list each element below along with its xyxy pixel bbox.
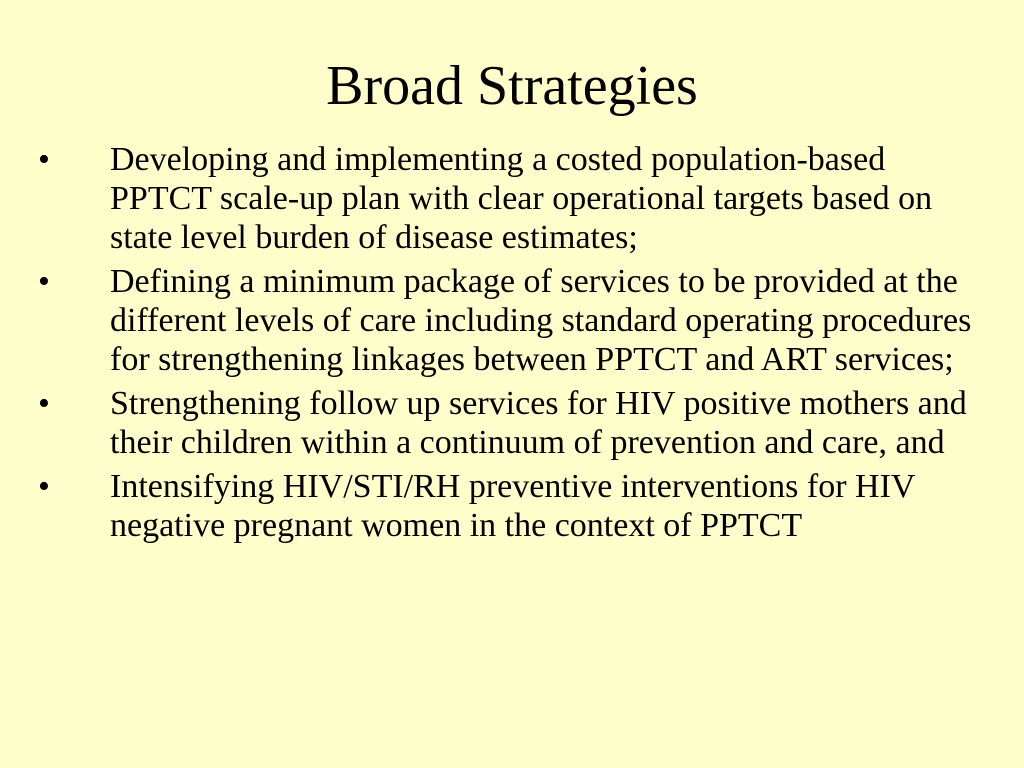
bullet-item (0, 384, 1024, 462)
bullet-item (0, 140, 1024, 257)
bullet-icon: • (38, 468, 50, 505)
bullet-icon: • (38, 263, 50, 300)
bullet-item (0, 262, 1024, 379)
bullet-text: Strengthening follow up services for HIV positive mothers and their children within a continuum of prevention and care, and (110, 385, 967, 461)
bullet-icon: • (38, 141, 50, 178)
bullet-text: Defining a minimum package of services to be provided at the different levels of care including standard operating procedures for strengthening linkages between PPTCT and ART services; (110, 263, 972, 378)
bullet-list (0, 140, 1024, 550)
slide-title: Broad Strategies (326, 55, 698, 117)
bullet-item (0, 467, 1024, 545)
bullet-text: Developing and implementing a costed population-based PPTCT scale-up plan with clear operational targets based on state level burden of disease estimates; (110, 141, 933, 256)
bullet-text: Intensifying HIV/STI/RH preventive interventions for HIV negative pregnant women in the context of PPTCT (110, 468, 915, 544)
bullet-icon: • (38, 385, 50, 422)
